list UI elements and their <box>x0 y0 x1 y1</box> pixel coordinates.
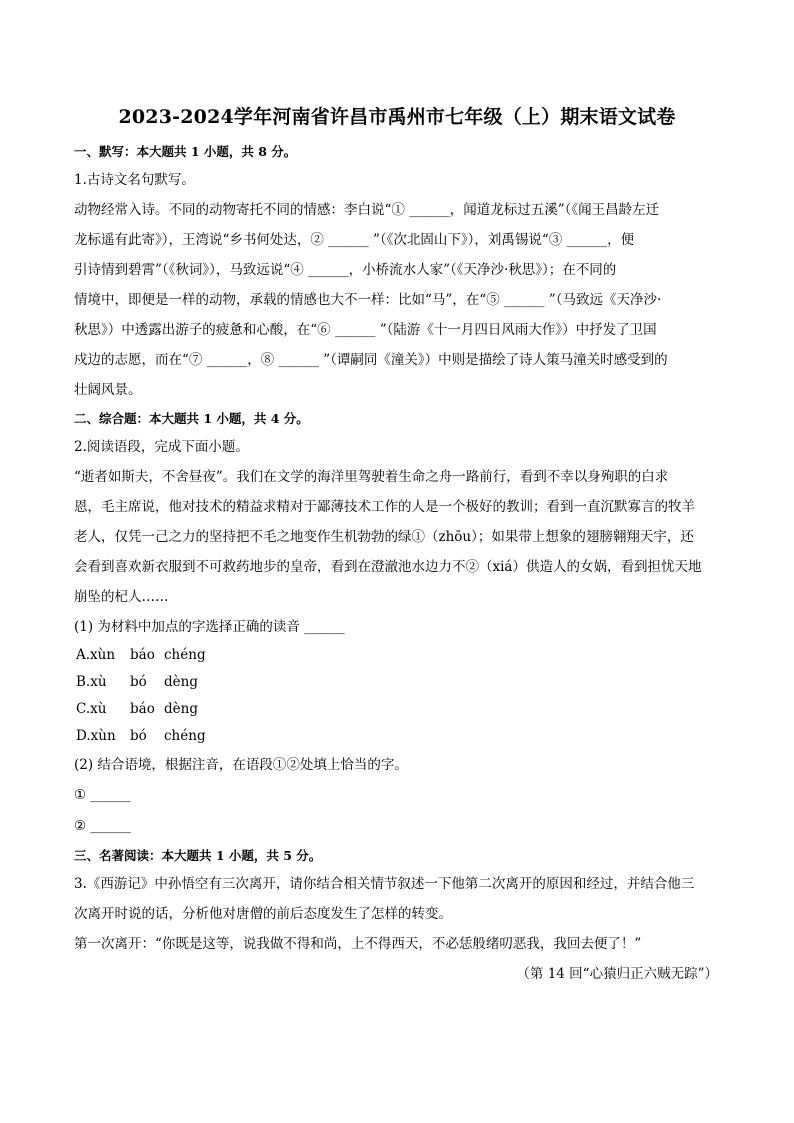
question-2-passage <box>74 462 720 612</box>
quote-source: （第 14 回“心猿归正六贼无踪”） <box>516 966 718 982</box>
text-line: “逝者如斯夫，不舍昼夜”。我们在文学的海洋里驾驶着生命之舟一路前行，看到不幸以身殉职的白求 <box>74 469 669 485</box>
answer-blank-2[interactable]: ② ______ <box>74 818 131 834</box>
text-line: 崩坠的杞人…… <box>74 589 169 605</box>
answer-blank-1[interactable]: ① ______ <box>74 787 131 803</box>
text-line: 老人，仅凭一己之力的坚持把不毛之地变作生机勃勃的绿①（zhōu）；如果带上想象的翅膀翱翔天宇，还 <box>74 529 694 545</box>
section-heading-1: 一、默写：本大题共 1 小题，共 8 分。 <box>74 144 297 159</box>
text-line: 会看到喜欢新衣服到不可救药地步的皇帝，看到在澄澈池水边力不②（xiá）供造人的女娲，看到担忧天地 <box>74 559 702 575</box>
choice-option-c[interactable]: C.xù báo dèng <box>76 701 198 717</box>
text-line: 壮阔风景。 <box>74 382 142 398</box>
sub-question-1: (1) 为材料中加点的字选择正确的读音 ______ <box>74 619 345 635</box>
text-line: 次离开时说的话，分析他对唐僧的前后态度发生了怎样的转变。 <box>74 906 452 922</box>
choice-option-d[interactable]: D.xùn bó chéng <box>76 728 206 744</box>
question-1-body <box>74 195 720 405</box>
question-2-heading: 2.阅读语段，完成下面小题。 <box>74 439 249 455</box>
page-title: 2023-2024学年河南省许昌市禹州市七年级（上）期末语文试卷 <box>118 106 676 128</box>
text-line: 引诗情到碧霄”（《秋词》），马致远说“④ ______，小桥流水人家”（《天净沙·秋思》）；在不同的 <box>74 262 617 278</box>
question-3-body <box>74 869 720 989</box>
section-heading-2: 二、综合题：本大题共 1 小题，共 4 分。 <box>74 411 309 426</box>
text-line: 秋思》）中透露出游子的疲惫和心酸，在“⑥ ______ ”（陆游《十一月四日风雨大作》）中抒发了卫国 <box>74 322 657 338</box>
text-line: 动物经常入诗。不同的动物寄托不同的情感：李白说“① ______，闻道龙标过五溪”（《闻王昌龄左迁 <box>74 202 660 218</box>
text-line: 情境中，即便是一样的动物，承载的情感也大不一样：比如“马”，在“⑤ ______ ”（马致远《天净沙· <box>74 292 662 308</box>
text-line: 戍边的志愿，而在“⑦ ______，⑧ ______ ”（谭嗣同《潼关》）中则是描绘了诗人策马潼关时感受到的 <box>74 352 668 368</box>
text-line: 龙标遥有此寄》），王湾说“乡书何处达，② ______ ”（《次北固山下》），刘禹锡说“③ ______，便 <box>74 232 635 248</box>
sub-question-2: (2) 结合语境，根据注音，在语段①②处填上恰当的字。 <box>74 757 408 773</box>
question-1-heading: 1.古诗文名句默写。 <box>74 172 195 188</box>
section-heading-3: 三、名著阅读：本大题共 1 小题，共 5 分。 <box>74 848 322 863</box>
first-leave-quote: 第一次离开：“你既是这等，说我做不得和尚，上不得西天，不必恁般绪叨恶我，我回去便了！” <box>74 936 642 952</box>
choice-list <box>74 642 720 750</box>
choice-option-b[interactable]: B.xù bó dèng <box>76 674 198 690</box>
text-line: 恩，毛主席说，他对技术的精益求精对于鄙薄技术工作的人是一个极好的教训；看到一直沉默寡言的牧羊 <box>74 499 695 515</box>
choice-option-a[interactable]: A.xùn báo chéng <box>76 647 206 663</box>
text-line: 3.《西游记》中孙悟空有三次离开，请你结合相关情节叙述一下他第二次离开的原因和经过，并结合他三 <box>74 876 695 892</box>
